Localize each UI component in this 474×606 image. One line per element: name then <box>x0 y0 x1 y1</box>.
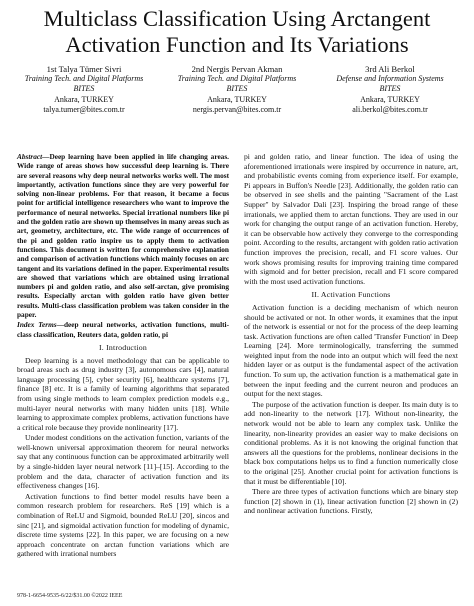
body-paragraph: There are three types of activation functions which are binary step function [2] shown in (1), linear activation function [2] shown in (2) and nonlinear activation functions. Firstly, <box>244 487 458 516</box>
author-block <box>8 64 466 115</box>
author-affiliation: Defense and Information Systems <box>336 74 444 84</box>
abstract-text: —Deep learning have been applied in life changing areas. Wide range of areas shows how successful deep learning is. There are several reasons why deep neural networks works well. The most importantly, activation functions since they are very powerful for solving non-linear problems. For that reason, it became a focus point for artificial intelligence researchers who want to improve the performance of neural networks. Special irrational numbers like pi and the golden ratio are shown up themselves in many areas such as art, geometry, architecture, etc. The wide range of occurrences of the pi and golden ratio inspire us to apply them to activation functions. This document is written for comprehensive explanation and comparison of activation functions which mainly focuses on arc tangent and its variations defined in the paper. Experimental results are showed that variations which are obtained using irrational numbers pi and golden ratio, and also self-arctan, give promising results. Especially arctan with golden ratio have given better results. Multi-class classification problem was taken consider in the paper. <box>17 152 229 320</box>
section-heading-introduction: I. Introduction <box>98 342 148 352</box>
abstract <box>17 152 229 319</box>
body-paragraph: The purpose of the activation function is deeper. Its main duty is to add non-linearity to the network [17]. Without non-linearity, the network would not be able to learn any complex task. Unlike the linearity, non-linearity provides an easier way to make decisions on conditional problems. As it is not knowing the original function that answers all the questions for the problems, nonlinear decisions in the black box computations helps us to find a function numerically close to the original [25]. Another crucial point for activation functions is that it must be differentiable [10]. <box>244 399 458 486</box>
author-org: BITES <box>379 84 401 94</box>
index-terms-text: —deep neural networks, activation functions, multi-class classification, Reuters data, golden ratio, pi <box>17 320 229 339</box>
author-affiliation: Training Tech. and Digital Platforms <box>177 74 297 84</box>
author-name: 2nd Nergis Pervan Akman <box>191 64 283 74</box>
author-name: 1st Talya Tümer Sivri <box>46 64 122 74</box>
author-location: Ankara, TURKEY <box>54 94 114 104</box>
section-heading-activation-functions: II. Activation Functions <box>311 290 391 300</box>
author-org: BITES <box>73 84 95 94</box>
author-name: 3rd Ali Berkol <box>365 64 415 74</box>
left-column <box>17 152 229 560</box>
author-affiliation: Training Tech. and Digital Platforms <box>24 74 144 84</box>
body-paragraph: Activation function is a deciding mechanism of which neuron should be activated or not. In other words, it examines that the input of the network is essential or not for the process of the deep learning task. Activation functions are often called 'Transfer Function' in Deep Learning [24]. More terminologically, transferring the summed weighted input from the node into an output which will feed the next hidden layer or as output is the fundamental aspect of the activation function. To sum up, the activation function is a mathematical gate in between the input feeding and the current neuron and produces an output for the next stages. <box>244 302 458 399</box>
body-paragraph: Under modest conditions on the activation function, variants of the well-known universal approximation theorem for neural networks say that any continuous function can be approximated arbitrarily well by a single-hidden layer neural network [11]–[15]. According to the problem and the data, character of activation function and its effectiveness changes [16]. <box>17 433 229 491</box>
body-paragraph: Activation functions to find better model results have been a common research problem for researchers. ReS [19] which is a combination of ReLU and Sigmoid, bounded ReLU [20], sincos and sinc [21], and sigmoidal activation function for modeling of dynamic, discrete time systems [22]. In this paper, we are focusing on a new approach concentrate on arctan function variations which are gathered with irrational numbers <box>17 491 229 559</box>
author-2 <box>161 64 313 115</box>
body-paragraph: Deep learning is a novel methodology that can be applicable to broad areas such as drug industry [3], autonomous cars [4], natural language processing [5], cyber security [6], healthcare systems [7], finance [8] etc. It is a family of learning algorithms that separated from using single methods to learn complex prediction models e.g., multi-layer neural networks with many hidden units [18]. While learning to approximate complex problems, activation functions have a critical role because they provide nonlinearity [17]. <box>17 355 229 432</box>
author-3 <box>314 64 466 115</box>
author-1 <box>8 64 160 115</box>
body-paragraph: pi and golden ratio, and linear function. The idea of using the aforementioned irrationals were inspired by occurrence in nature, art, and probabilistic events coming from experience itself. For example, Pi appears in Buffon's Needle [23]. Additionally, the golden ratio can be observed in see shells and the painting "Sacrament of the Last Supper" by Salvador Dali [23]. Inspiring the broad range of these irrationals, we applied them to arctan functions. They are used in our work for changing the output range of an activation function. Hereby, it can be observable how actively they converge to the corresponding point. According to the results, arctangent with golden ratio activation function improves the precision, recall, and F1 score values. Our work shows promising results for improving training time compared with sigmoid and for better precision, recall and F1 score compared with the most used activation functions. <box>244 152 458 286</box>
paper-title: Multiclass Classification Using Arctangent Activation Function and Its Variations <box>43 6 431 57</box>
right-column <box>244 152 458 517</box>
author-email: talya.tumer@bites.com.tr <box>43 104 125 114</box>
copyright-footer: 978-1-6654-9535-6/22/$31.00 ©2022 IEEE <box>17 593 123 599</box>
author-email: nergis.pervan@bites.com.tr <box>192 104 282 114</box>
abstract-label: Abstract <box>17 152 43 161</box>
author-email: ali.berkol@bites.com.tr <box>352 104 428 114</box>
index-terms-label: Index Terms <box>17 320 57 330</box>
index-terms <box>17 320 229 339</box>
author-org: BITES <box>226 84 248 94</box>
author-location: Ankara, TURKEY <box>360 94 420 104</box>
author-location: Ankara, TURKEY <box>207 94 267 104</box>
